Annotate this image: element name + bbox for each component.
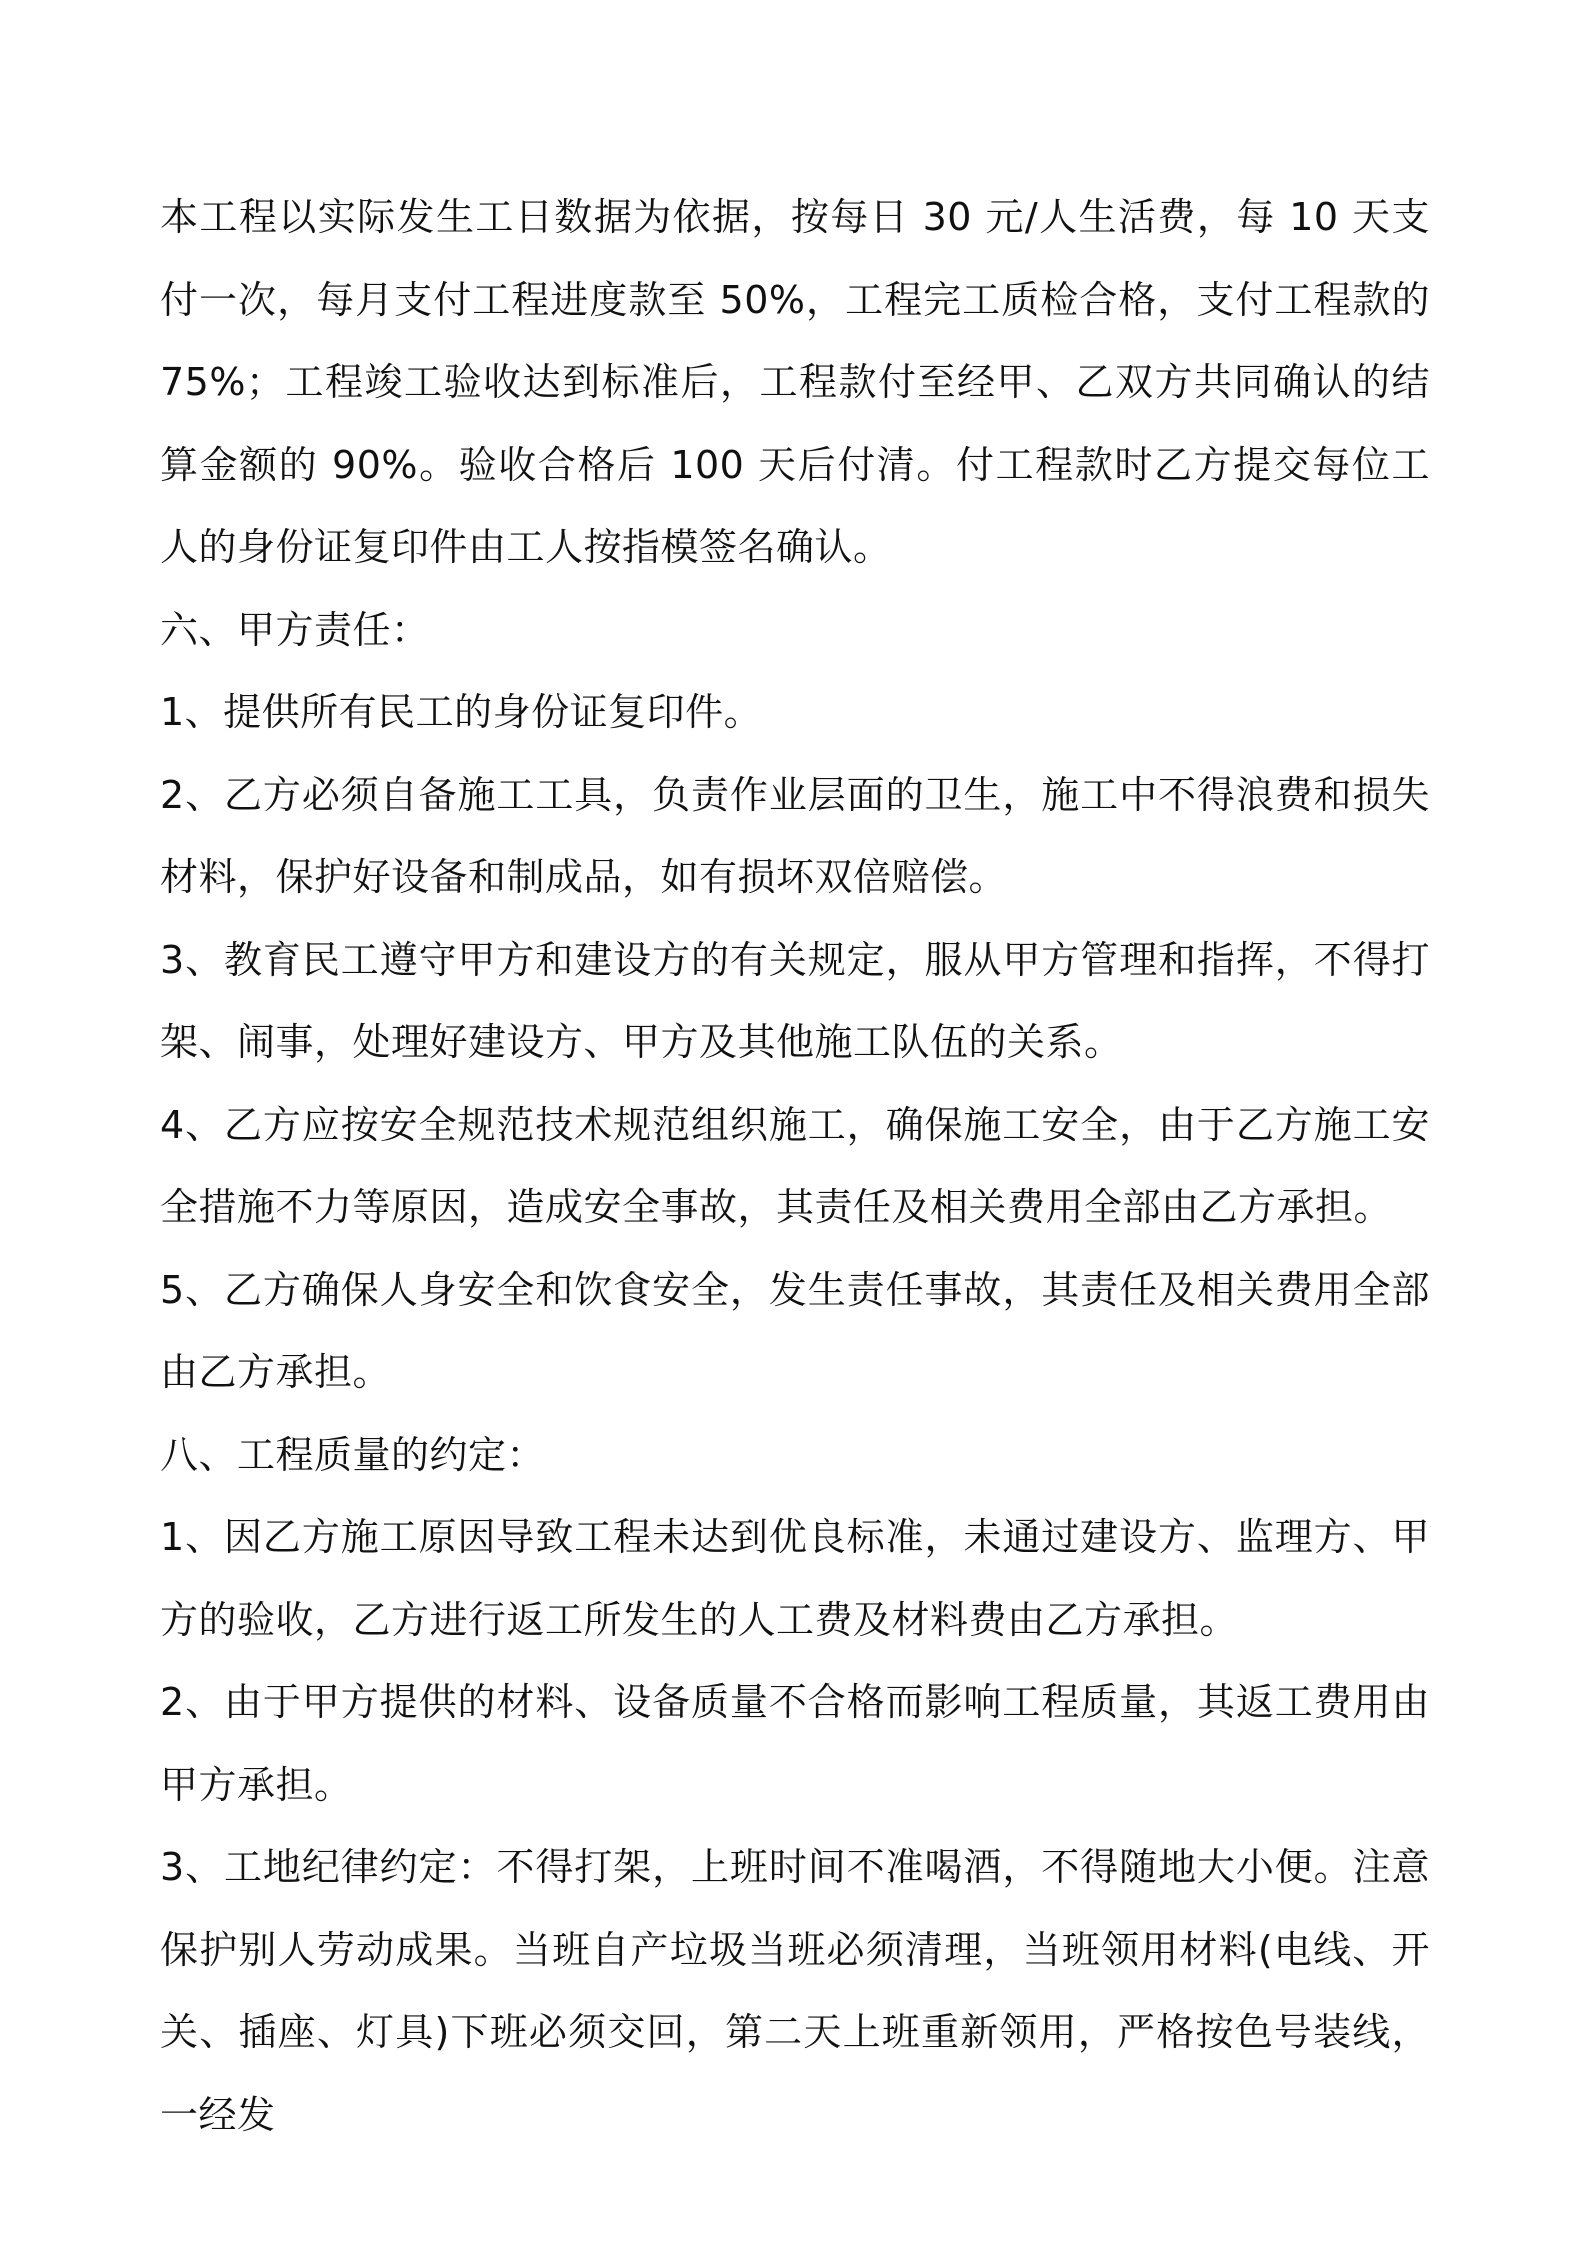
- clause-8-2: 2、由于甲方提供的材料、设备质量不合格而影响工程质量，其返工费用由甲方承担。: [160, 1680, 1430, 1807]
- payment-terms-paragraph: 本工程以实际发生工日数据为依据，按每日 30 元/人生活费，每 10 天支付一次，每月支付工程进度款至 50%，工程完工质检合格，支付工程款的 75%；工程竣工验收达到标准后，工程款付至经甲、乙双方共同确认的结算金额的 90%。验收合格后 100 天后付清。付工程款时乙方提交每位工人的身份证复印件由工人按指模签名确认。: [160, 195, 1430, 569]
- clause-6-1: 1、提供所有民工的身份证复印件。: [160, 690, 763, 734]
- clause-6-2: 2、乙方必须自备施工工具，负责作业层面的卫生，施工中不得浪费和损失材料，保护好设备和制成品，如有损坏双倍赔偿。: [160, 772, 1430, 899]
- clause-6-3: 3、教育民工遵守甲方和建设方的有关规定，服从甲方管理和指挥，不得打架、闹事，处理好建设方、甲方及其他施工队伍的关系。: [160, 937, 1430, 1064]
- clause-6-5: 5、乙方确保人身安全和饮食安全，发生责任事故，其责任及相关费用全部由乙方承担。: [160, 1267, 1430, 1394]
- clause-6-4: 4、乙方应按安全规范技术规范组织施工，确保施工安全，由于乙方施工安全措施不力等原因，造成安全事故，其责任及相关费用全部由乙方承担。: [160, 1102, 1430, 1229]
- section-heading-party-a-responsibility: 六、甲方责任：: [160, 607, 430, 652]
- clause-8-3: 3、工地纪律约定：不得打架，上班时间不准喝酒，不得随地大小便。注意保护别人劳动成果。当班自产垃圾当班必须清理，当班领用材料(电线、开关、插座、灯具)下班必须交回，第二天上班重新领用，严格按色号装线，一经发: [160, 1845, 1430, 2137]
- section-heading-quality-agreement: 八、工程质量的约定：: [160, 1432, 546, 1477]
- document-body: [160, 176, 1430, 2156]
- clause-8-1: 1、因乙方施工原因导致工程未达到优良标准，未通过建设方、监理方、甲方的验收，乙方进行返工所发生的人工费及材料费由乙方承担。: [160, 1515, 1430, 1642]
